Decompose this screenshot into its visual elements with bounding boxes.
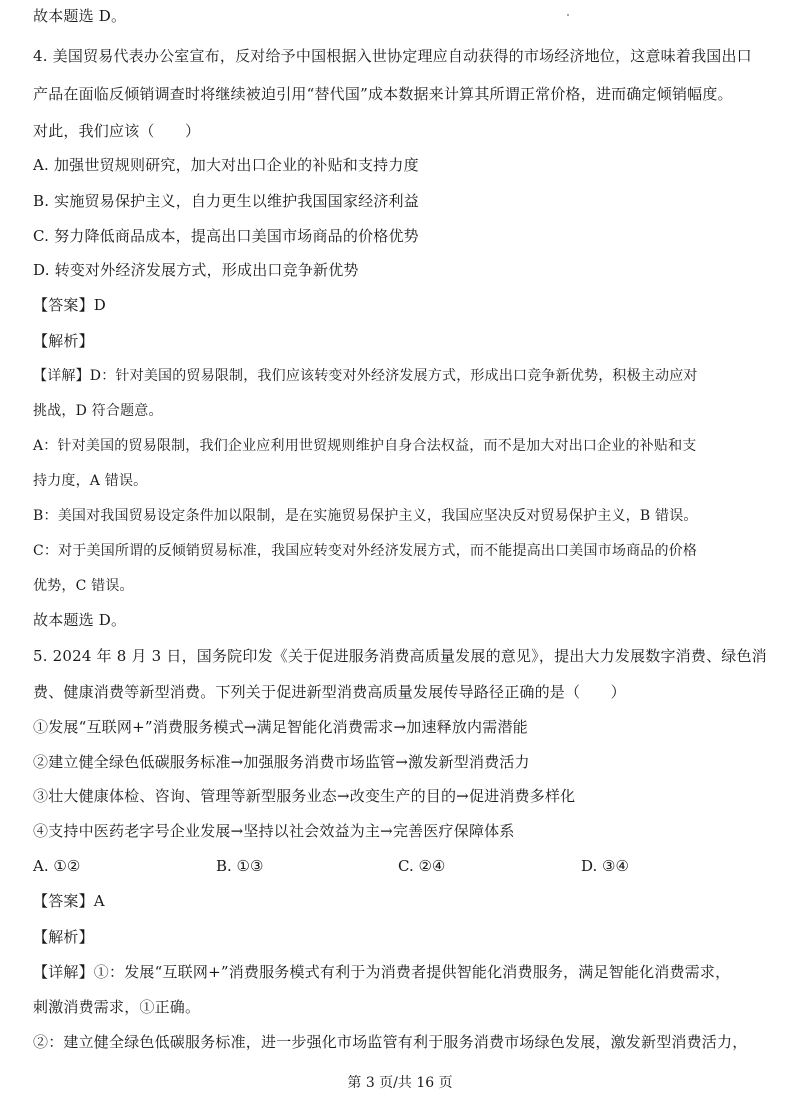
statement-2: ②建立健全绿色低碳服务标准→加强服务消费市场监管→激发新型消费活力 [33, 753, 530, 771]
option-d: D. ③④ [581, 857, 629, 875]
explanation-line: 优势，C 错误。 [33, 578, 134, 594]
explanation-line: C：对于美国所谓的反倾销贸易标准，我国应转变对外经济发展方式，而不能提高出口美国市场商品的价格 [33, 543, 698, 559]
explanation-line: 持力度，A 错误。 [33, 473, 148, 489]
question-5-stem: 5. 2024 年 8 月 3 日，国务院印发《关于促进服务消费高质量发展的意见》，提出大力发展数字消费、绿色消 [33, 647, 767, 665]
question-4-stem: 对此，我们应该（ ） [33, 122, 201, 140]
explanation-line: 挑战，D 符合题意。 [33, 403, 163, 419]
question-4-stem: 产品在面临反倾销调查时将继续被迫引用“替代国”成本数据来计算其所谓正常价格，进而确定倾销幅度。 [33, 85, 733, 103]
analysis-label: 【解析】 [33, 928, 94, 946]
option-a: A. ①② [33, 857, 81, 875]
analysis-label: 【解析】 [33, 332, 94, 350]
option-a: A. 加强世贸规则研究，加大对出口企业的补贴和支持力度 [33, 156, 419, 174]
statement-1: ①发展“互联网+”消费服务模式→满足智能化消费需求→加速释放内需潜能 [33, 718, 528, 736]
option-d: D. 转变对外经济发展方式，形成出口竞争新优势 [33, 261, 359, 279]
statement-4: ④支持中医药老字号企业发展→坚持以社会效益为主→完善医疗保障体系 [33, 822, 515, 840]
explanation-line: 【详解】①：发展“互联网+”消费服务模式有利于为消费者提供智能化消费服务，满足智能化消费需求， [33, 963, 731, 981]
question-4-stem: 4. 美国贸易代表办公室宣布，反对给予中国根据入世协定理应自动获得的市场经济地位，这意味着我国出口 [33, 47, 752, 65]
explanation-line: 【详解】D：针对美国的贸易限制，我们应该转变对外经济发展方式，形成出口竞争新优势，积极主动应对 [33, 368, 698, 384]
option-b: B. 实施贸易保护主义，自力更生以维护我国国家经济利益 [33, 192, 419, 210]
scan-speck [567, 14, 569, 16]
option-c: C. 努力降低商品成本，提高出口美国市场商品的价格优势 [33, 227, 419, 245]
answer-label: 【答案】D [33, 296, 107, 314]
page-footer: 第 3 页/共 16 页 [347, 1075, 453, 1091]
answer-label: 【答案】A [33, 892, 105, 910]
explanation-line: B：美国对我国贸易设定条件加以限制，是在实施贸易保护主义，我国应坚决反对贸易保护主义，B 错误。 [33, 508, 698, 524]
explanation-line: ②：建立健全绿色低碳服务标准，进一步强化市场监管有利于服务消费市场绿色发展，激发新型消费活力， [33, 1033, 748, 1051]
option-c: C. ②④ [398, 857, 446, 875]
question-5-stem: 费、健康消费等新型消费。下列关于促进新型消费高质量发展传导路径正确的是（ ） [33, 683, 626, 701]
option-b: B. ①③ [216, 857, 264, 875]
conclusion-line: 故本题选 D。 [33, 7, 127, 25]
explanation-line: 刺激消费需求，①正确。 [33, 998, 201, 1016]
conclusion-line: 故本题选 D。 [33, 611, 127, 629]
explanation-line: A：针对美国的贸易限制，我们企业应利用世贸规则维护自身合法权益，而不是加大对出口企业的补贴和支 [33, 438, 697, 454]
statement-3: ③壮大健康体检、咨询、管理等新型服务业态→改变生产的目的→促进消费多样化 [33, 787, 576, 805]
